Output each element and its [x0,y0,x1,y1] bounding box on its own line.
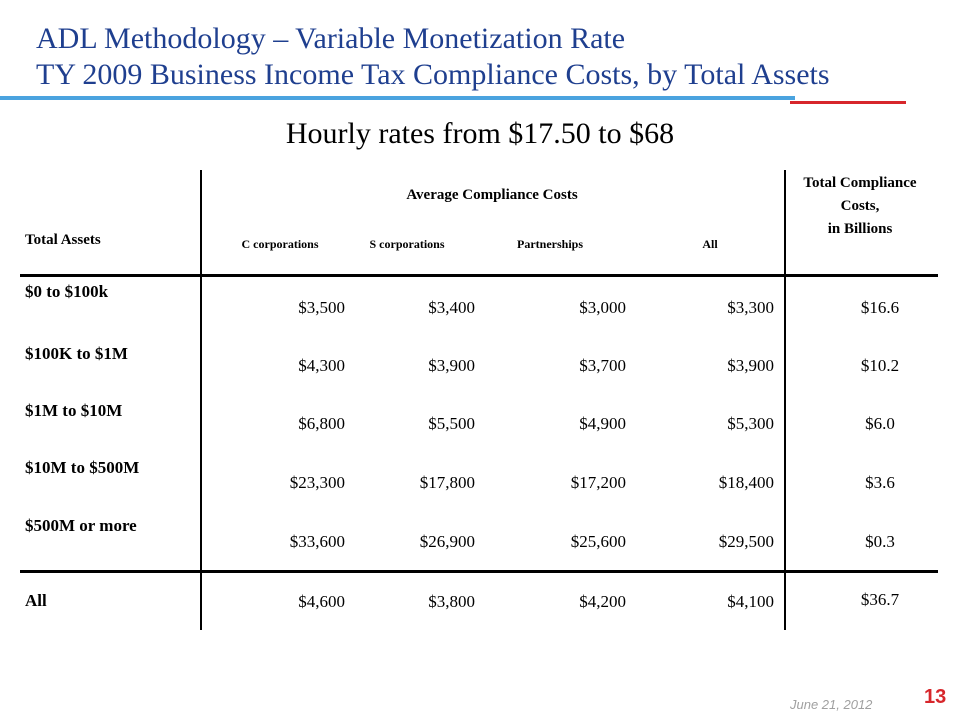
cell-s-corporations: $5,500 [428,414,475,433]
cell-all: $3,900 [727,356,774,375]
cell-s-corporations: $17,800 [419,473,475,492]
cell-c-corporations: $3,500 [298,298,345,317]
cell-all: $3,300 [727,298,774,317]
cell-s-corporations: $3,800 [428,592,475,611]
row-label: $10M to $500M [25,458,140,477]
cell-total: $16.6 [860,298,900,317]
cell-s-corporations: $3,900 [428,356,475,375]
row-label: $0 to $100k [25,282,109,301]
title-underline-red [790,101,906,104]
cell-total: $3.6 [865,473,895,492]
slide-title-line-1: ADL Methodology – Variable Monetization Rate [36,22,626,55]
cell-total: $10.2 [860,356,900,375]
row-label: $100K to $1M [25,344,128,363]
cell-total: $0.3 [865,532,895,551]
cell-c-corporations: $6,800 [298,414,345,433]
table-divider-left [200,170,202,630]
table-total-rule [20,570,938,573]
row-label: $1M to $10M [25,401,123,420]
cell-c-corporations: $33,600 [289,532,345,551]
cell-all: $4,100 [727,592,774,611]
cell-s-corporations: $26,900 [419,532,475,551]
row-label: $500M or more [25,516,137,535]
header-c-corporations: C corporations [241,237,319,251]
cell-s-corporations: $3,400 [428,298,475,317]
cell-partnerships: $3,000 [579,298,626,317]
slide-subtitle: Hourly rates from $17.50 to $68 [285,117,675,150]
cell-partnerships: $4,900 [579,414,626,433]
header-total-compliance-costs [790,172,930,241]
cell-c-corporations: $4,600 [298,592,345,611]
slide-title-line-2: TY 2009 Business Income Tax Compliance Costs, by Total Assets [36,58,830,91]
header-average-compliance-costs: Average Compliance Costs [406,187,578,203]
cell-all: $5,300 [727,414,774,433]
header-total-assets: Total Assets [25,232,101,248]
header-s-corporations: S corporations [369,237,445,251]
title-underline-blue [0,96,795,100]
cell-c-corporations: $23,300 [289,473,345,492]
cell-partnerships: $17,200 [570,473,626,492]
cell-total: $36.7 [860,590,900,609]
header-total-compliance-costs-label: Total Compliance Costs, [803,175,917,214]
cell-partnerships: $3,700 [579,356,626,375]
cell-all: $18,400 [718,473,774,492]
page-number: 13 [924,686,947,708]
header-all: All [702,237,718,251]
table-divider-right [784,170,786,630]
cell-c-corporations: $4,300 [298,356,345,375]
table-header-rule [20,274,938,277]
cell-all: $29,500 [718,532,774,551]
cell-partnerships: $4,200 [579,592,626,611]
cell-total: $6.0 [865,414,895,433]
row-label: All [25,591,47,610]
header-partnerships: Partnerships [517,237,583,251]
cell-partnerships: $25,600 [570,532,626,551]
header-total-compliance-costs-units: in Billions [827,221,893,237]
footer-date: June 21, 2012 [790,697,873,712]
